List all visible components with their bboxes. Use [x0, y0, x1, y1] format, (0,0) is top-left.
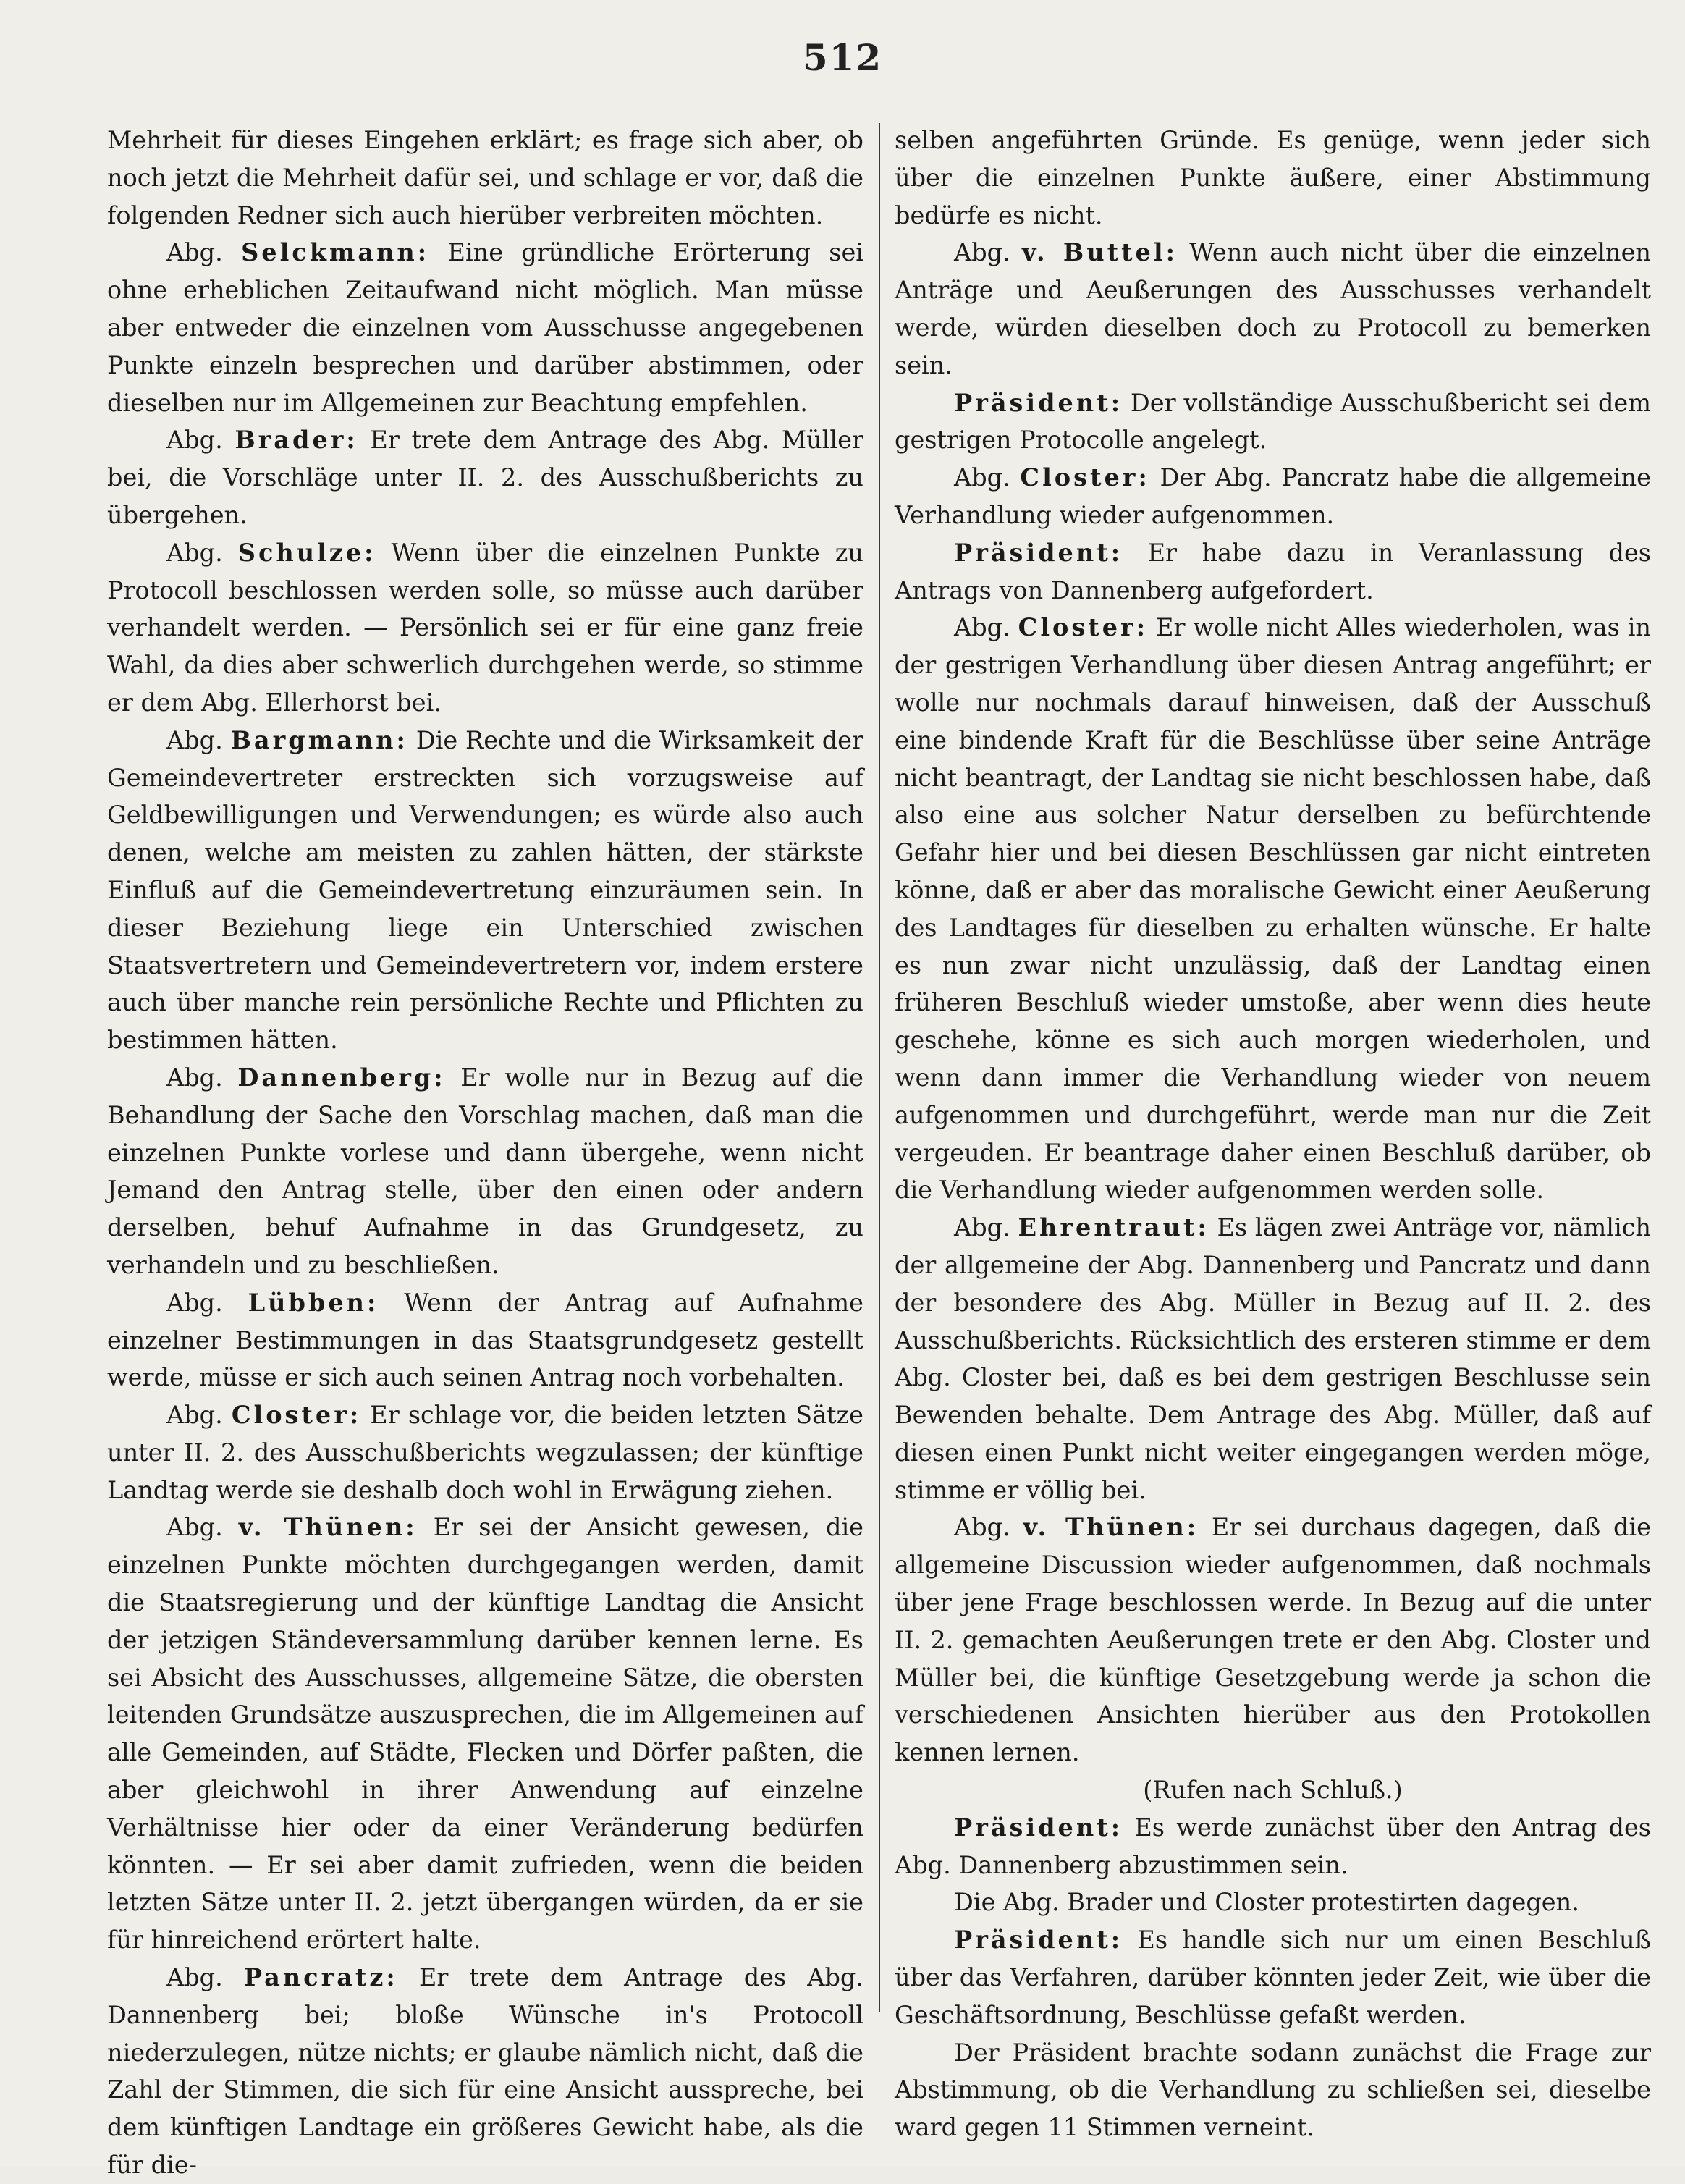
speaker-name: Closter: [1020, 463, 1150, 492]
speaker-prefix: Abg. [166, 1513, 239, 1542]
paragraph [107, 1396, 863, 1509]
paragraph-text: Er trete dem Antrage des Abg. Dannenberg bei; bloße Wünsche in's Protocoll niederzulegen, nütze nichts; er glaube nämlich nicht, daß die Zahl der Stimmen, die sich für eine Ansicht ausspreche, bei dem künftigen Landtage ein größeres Gewicht habe, als die für die- [107, 1963, 863, 2180]
speaker-name: Closter: [231, 1401, 362, 1430]
page-number: 512 [802, 36, 883, 79]
left-column [107, 122, 863, 2184]
right-column [895, 122, 1651, 2146]
paragraph-text: Er habe dazu in Veranlassung des Antrags von Dannenberg aufgefordert. [895, 538, 1651, 604]
paragraph-text: Es handle sich nur um einen Beschluß über das Verfahren, darüber könnten jeder Zeit, wie über die Geschäftsordnung, Beschlüsse gefaßt werden. [895, 1926, 1651, 2029]
speaker-prefix: Abg. [954, 613, 1018, 642]
paragraph [107, 1059, 863, 1284]
paragraph-text: Der Präsident brachte sodann zunächst die Frage zur Abstimmung, ob die Verhandlung zu schließen sei, dieselbe ward gegen 11 Stimmen verneint. [895, 2038, 1651, 2142]
speaker-prefix: Abg. [954, 463, 1021, 492]
paragraph [895, 609, 1651, 1209]
paragraph-text: Eine gründliche Erörterung sei ohne erheblichen Zeitaufwand nicht möglich. Man müsse aber entweder die einzelnen vom Ausschusse angegebenen Punkte einzeln besprechen und darüber abstimmen, oder dieselben nur im Allgemeinen zur Beachtung empfehlen. [107, 238, 863, 417]
paragraph-text: Es lägen zwei Anträge vor, nämlich der allgemeine der Abg. Dannenberg und Pancratz und dann der besondere des Abg. Müller in Bezug auf II. 2. des Ausschußberichts. Rücksichtlich des ersteren stimme er dem Abg. Closter bei, daß es bei dem gestrigen Beschlusse sein Bewenden behalte. Dem Antrage des Abg. Müller, daß auf diesen einen Punkt nicht weiter eingegangen werden möge, stimme er völlig bei. [895, 1213, 1651, 1504]
speaker-prefix: Abg. [166, 725, 231, 754]
paragraph-text: Die Rechte und die Wirksamkeit der Gemeindevertreter erstreckten sich vorzugsweise auf Geldbewilligungen und Verwendungen; es würde also auch denen, welche am meisten zu zahlen hätten, der stärkste Einfluß auf die Gemeindevertretung einzuräumen sein. In dieser Beziehung liege ein Unterschied zwischen Staatsvertretern und Gemeindevertretern vor, indem erstere auch über manche rein persönliche Rechte und Pflichten zu bestimmen hätten. [107, 725, 863, 1055]
paragraph-text: Er trete dem Antrage des Abg. Müller bei, die Vorschläge unter II. 2. des Ausschußberichts zu übergehen. [107, 426, 863, 529]
column-divider [879, 123, 880, 2012]
speaker-prefix: Abg. [954, 1513, 1023, 1542]
paragraph [895, 1884, 1651, 1921]
paragraph [895, 1209, 1651, 1509]
paragraph-text: Mehrheit für dieses Eingehen erklärt; es frage sich aber, ob noch jetzt die Mehrheit dafür sei, und schlage er vor, daß die folgenden Redner sich auch hierüber verbreiten möchten. [107, 126, 863, 229]
paragraph [107, 722, 863, 1059]
paragraph [895, 1771, 1651, 1809]
paragraph-text: Der vollständige Ausschußbericht sei dem gestrigen Protocolle angelegt. [895, 388, 1651, 455]
speaker-name: Präsident: [954, 1813, 1123, 1842]
paragraph [895, 534, 1651, 610]
paragraph-text: Er sei durchaus dagegen, daß die allgemeine Discussion wieder aufgenommen, daß nochmals über jene Frage beschlossen werde. In Bezug auf die unter II. 2. gemachten Aeußerungen trete er den Abg. Closter und Müller bei, die künftige Gesetzgebung werde ja schon die verschiedenen Ansichten hierüber aus den Protokollen kennen lernen. [895, 1513, 1651, 1767]
paragraph-text: Es werde zunächst über den Antrag des Abg. Dannenberg abzustimmen sein. [895, 1813, 1651, 1879]
speaker-name: v. Thünen: [238, 1513, 418, 1542]
paragraph [107, 122, 863, 234]
paragraph [107, 1509, 863, 1959]
paragraph [895, 384, 1651, 460]
paragraph [895, 1509, 1651, 1771]
speaker-name: Ehrentraut: [1018, 1213, 1209, 1242]
paragraph [107, 421, 863, 534]
speaker-prefix: Abg. [166, 1063, 238, 1092]
paragraph-text: Wenn über die einzelnen Punkte zu Protocoll beschlossen werden solle, so müsse auch darüber verhandelt werden. — Persönlich sei er für eine ganz freie Wahl, da dies aber schwerlich durchgehen werde, so stimme er dem Abg. Ellerhorst bei. [107, 538, 863, 717]
speaker-name: Closter: [1018, 613, 1149, 642]
speaker-name: Brader: [235, 426, 358, 455]
paragraph [107, 1284, 863, 1396]
paragraph-text: Er sei der Ansicht gewesen, die einzelnen Punkte möchten durchgegangen werden, damit die Staatsregierung und der künftige Landtag die Ansicht der jetzigen Ständeversammlung darüber kennen lerne. Es sei Absicht des Ausschusses, allgemeine Sätze, die obersten leitenden Grundsätze auszusprechen, die im Allgemeinen auf alle Gemeinden, auf Städte, Flecken und Dörfer paßten, die aber gleichwohl in ihrer Anwendung auf einzelne Verhältnisse hier oder da einer Veränderung bedürfen könnten. — Er sei aber damit zufrieden, wenn die beiden letzten Sätze unter II. 2. jetzt übergangen würden, da er sie für hinreichend erörtert halte. [107, 1513, 863, 1955]
paragraph [107, 234, 863, 421]
speaker-name: Dannenberg: [237, 1063, 446, 1092]
speaker-prefix: Abg. [166, 426, 235, 455]
paragraph-text: Wenn der Antrag auf Aufnahme einzelner Bestimmungen in das Staatsgrundgesetz gestellt werde, müsse er sich auch seinen Antrag noch vorbehalten. [107, 1288, 863, 1392]
speaker-prefix: Abg. [166, 538, 238, 567]
paragraph [895, 122, 1651, 234]
paragraph [895, 1921, 1651, 2033]
speaker-name: Schulze: [237, 538, 376, 567]
paragraph [895, 234, 1651, 384]
speaker-name: Bargmann: [230, 725, 408, 754]
paragraph [895, 2034, 1651, 2146]
speaker-name: Lübben: [248, 1288, 379, 1317]
speaker-prefix: Abg. [166, 1963, 244, 1992]
speaker-prefix: Abg. [166, 238, 242, 267]
paragraph [107, 1959, 863, 2184]
paragraph [107, 534, 863, 722]
paragraph-text: selben angeführten Gründe. Es genüge, wenn jeder sich über die einzelnen Punkte äußere, einer Abstimmung bedürfe es nicht. [895, 126, 1651, 229]
paragraph [895, 1809, 1651, 1884]
speaker-prefix: Abg. [166, 1401, 232, 1430]
speaker-name: v. Thünen: [1023, 1513, 1199, 1542]
speaker-name: Präsident: [954, 1926, 1123, 1955]
speaker-prefix: Abg. [954, 238, 1022, 267]
speaker-name: Präsident: [954, 388, 1123, 417]
paragraph-text: Er schlage vor, die beiden letzten Sätze unter II. 2. des Ausschußberichts wegzulassen; der künftige Landtag werde sie deshalb doch wohl in Erwägung ziehen. [107, 1401, 863, 1504]
speaker-name: Selckmann: [241, 238, 430, 267]
speaker-name: Pancratz: [243, 1963, 398, 1992]
paragraph-text: Die Abg. Brader und Closter protestirten dagegen. [954, 1888, 1579, 1917]
paragraph-text: Wenn auch nicht über die einzelnen Anträge und Aeußerungen des Ausschusses verhandelt werde, würden dieselben doch zu Protocoll zu bemerken sein. [895, 238, 1651, 379]
paragraph-text: Er wolle nicht Alles wiederholen, was in der gestrigen Verhandlung über diesen Antrag angeführt; er wolle nur nochmals darauf hinweisen, daß der Ausschuß eine bindende Kraft für die Beschlüsse über seine Anträge nicht beantragt, der Landtag sie nicht beschlossen habe, daß also eine aus solcher Natur derselben zu befürchtende Gefahr hier und bei diesen Beschlüssen gar nicht eintreten könne, daß er aber das moralische Gewicht einer Aeußerung des Landtages für dieselben zu erhalten wünsche. Er halte es nun zwar nicht unzulässig, daß der Landtag einen früheren Beschluß wieder umstoße, aber wenn dies heute geschehe, könne es sich auch morgen wiederholen, und wenn dann immer die Verhandlung wieder von neuem aufgenommen und durchgeführt, werde man nur die Zeit vergeuden. Er beantrage daher einen Beschluß darüber, ob die Verhandlung wieder aufgenommen werden solle. [895, 613, 1651, 1205]
speaker-prefix: Abg. [166, 1288, 248, 1317]
paragraph [895, 459, 1651, 534]
paragraph-text: Er wolle nur in Bezug auf die Behandlung der Sache den Vorschlag machen, daß man die einzelnen Punkte vorlese und dann übergehe, wenn nicht Jemand den Antrag stelle, über den einen oder andern derselben, behuf Aufnahme in das Grundgesetz, zu verhandeln und zu beschließen. [107, 1063, 863, 1279]
speaker-prefix: Abg. [954, 1213, 1018, 1242]
paragraph-text: (Rufen nach Schluß.) [1143, 1776, 1403, 1805]
speaker-name: v. Buttel: [1021, 238, 1178, 267]
paragraph-text: Der Abg. Pancratz habe die allgemeine Verhandlung wieder aufgenommen. [895, 463, 1651, 529]
speaker-name: Präsident: [954, 538, 1123, 567]
